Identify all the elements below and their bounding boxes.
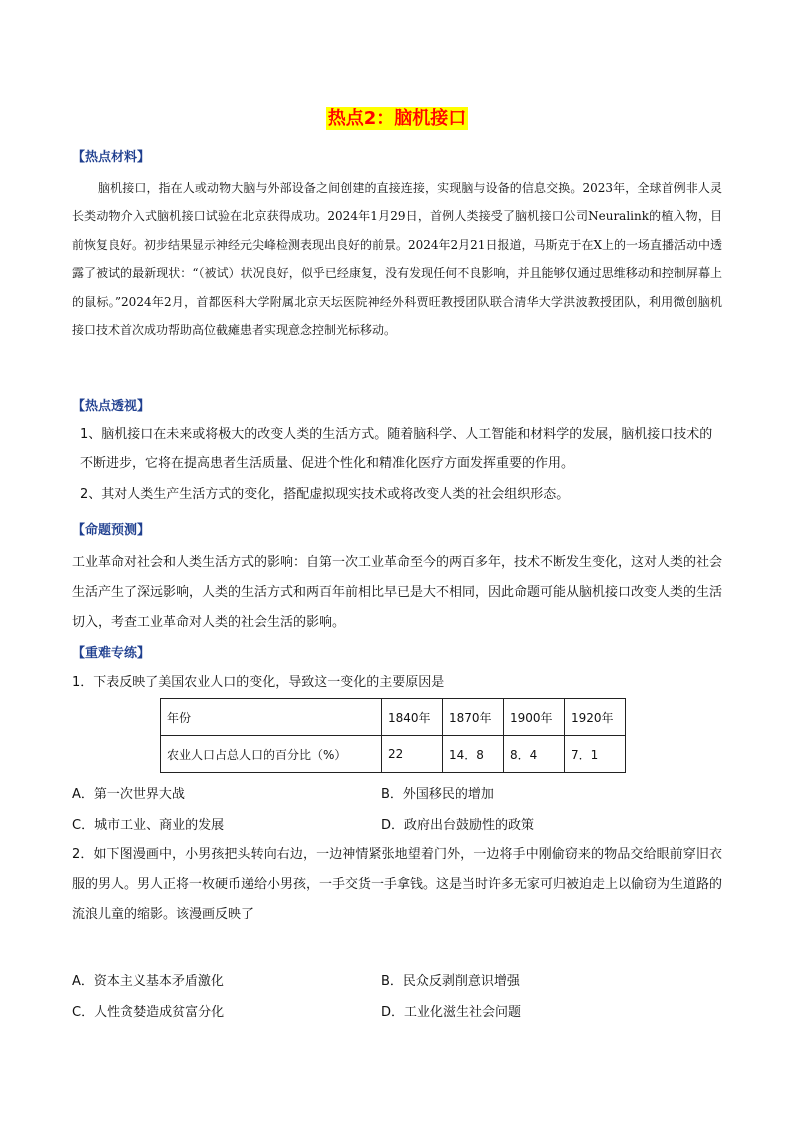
question-1-stem: 1．下表反映了美国农业人口的变化，导致这一变化的主要原因是 — [72, 675, 445, 690]
perspective-item-number: 1、 — [80, 427, 102, 442]
q2-option-b: B．民众反剥削意识增强 — [381, 974, 520, 989]
table-row — [161, 699, 626, 736]
table-cell: 1840年 — [382, 699, 443, 736]
q1-option-c: C．城市工业、商业的发展 — [72, 818, 225, 833]
table-cell: 1870年 — [443, 699, 504, 736]
forecast-paragraph: 工业革命对社会和人类生活方式的影响：自第一次工业革命至今的两百多年，技术不断发生变化，这对人类的社会生活产生了深远影响，人类的生活方式和两百年前相比早已是大不相同，因此命题可能从脑机接口改变人类的生活切入，考查工业革命对人类的社会生活的影响。 — [72, 555, 723, 630]
section-heading-practice: 【重难专练】 — [72, 646, 151, 661]
table-cell: 1920年 — [565, 699, 626, 736]
q1-option-a: A．第一次世界大战 — [72, 787, 185, 802]
table-cell: 农业人口占总人口的百分比（%） — [161, 736, 382, 773]
perspective-item-number: 2、 — [80, 487, 102, 502]
table-row — [161, 736, 626, 773]
perspective-item-text: 其对人类生产生活方式的变化，搭配虚拟现实技术或将改变人类的社会组织形态。 — [101, 487, 570, 502]
table-cell: 7．1 — [565, 736, 626, 773]
table-cell: 年份 — [161, 699, 382, 736]
section-heading-materials: 【热点材料】 — [72, 150, 151, 165]
q2-option-c: C．人性贪婪造成贫富分化 — [72, 1005, 225, 1020]
perspective-item-1 — [80, 420, 720, 478]
perspective-item-text: 脑机接口在未来或将极大的改变人类的生活方式。随着脑科学、人工智能和材料学的发展，脑机接口技术的不断进步，它将在提高患者生活质量、促进个性化和精准化医疗方面发挥重要的作用。 — [80, 427, 713, 471]
table-cell: 22 — [382, 736, 443, 773]
section-heading-perspective: 【热点透视】 — [72, 399, 151, 414]
question-2-stem: 2．如下图漫画中，小男孩把头转向右边，一边神情紧张地望着门外，一边将手中刚偷窃来的物品交给眼前穿旧衣服的男人。男人正将一枚硬币递给小男孩，一手交货一手拿钱。这是当时许多无家可归被迫走上以偷窃为生道路的流浪儿童的缩影。该漫画反映了 — [72, 847, 723, 922]
table-cell: 8．4 — [504, 736, 565, 773]
q1-option-d: D．政府出台鼓励性的政策 — [381, 818, 535, 833]
perspective-item-2 — [80, 480, 720, 509]
q1-option-b: B．外国移民的增加 — [381, 787, 494, 802]
page-title: 热点2：脑机接口 — [327, 108, 467, 129]
table-cell: 1900年 — [504, 699, 565, 736]
materials-paragraph: 脑机接口，指在人或动物大脑与外部设备之间创建的直接连接，实现脑与设备的信息交换。2023年，全球首例非人灵长类动物介入式脑机接口试验在北京获得成功。2024年1月29日，首例人类接受了脑机接口公司Neuralink的植入物，目前恢复良好。初步结果显示神经元尖峰检测表现出良好的前景。2024年2月21日报道，马斯克于在X上的一场直播活动中透露了被试的最新现状：“（被试）状况良好，似乎已经康复，没有发现任何不良影响，并且能够仅通过思维移动和控制屏幕上的鼠标。”2024年2月，首都医科大学附属北京天坛医院神经外科贾旺教授团队联合清华大学洪波教授团队，利用微创脑机接口技术首次成功帮助高位截瘫患者实现意念控制光标移动。 — [72, 181, 722, 338]
q2-option-a: A．资本主义基本矛盾激化 — [72, 974, 224, 989]
q2-option-d: D．工业化滋生社会问题 — [381, 1005, 522, 1020]
population-table — [160, 698, 626, 773]
section-heading-forecast: 【命题预测】 — [72, 523, 151, 538]
table-cell: 14．8 — [443, 736, 504, 773]
